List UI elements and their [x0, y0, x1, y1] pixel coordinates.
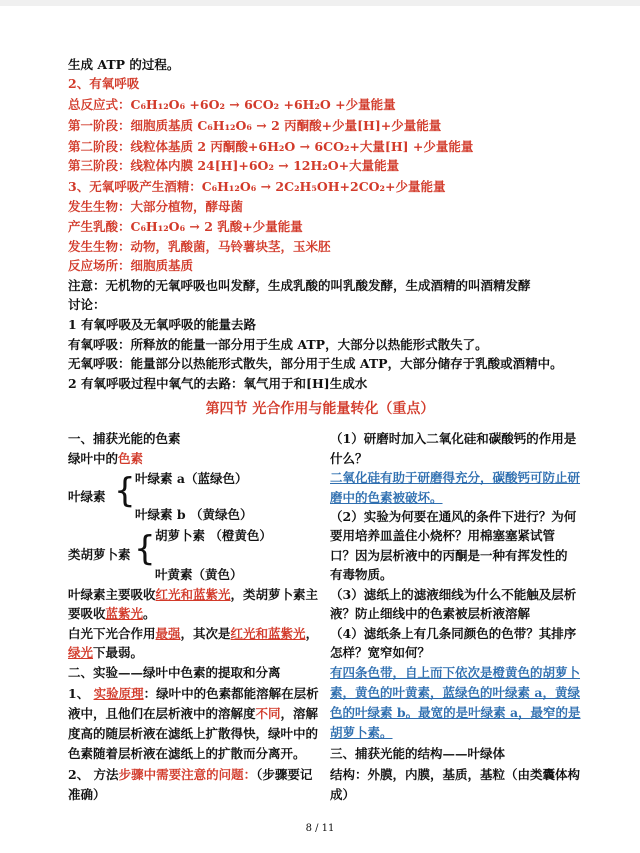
question-2b: 要用培养皿盖住小烧杯？用棉塞塞紧试管 — [330, 528, 556, 543]
carotene: 胡萝卜素 （橙黄色） — [155, 528, 272, 543]
question-3b: 液？防止细线中的色素被层析液溶解 — [330, 606, 531, 621]
heading-anaerobic-alcohol: 3、无氧呼吸产生酒精：C₆H₁₂O₆ → 2C₂H₅OH+2CO₂+少量能量 — [68, 179, 446, 194]
question-3a: （3）滤纸上的滤液细线为什么不能触及层析 — [330, 587, 577, 602]
method-line-1: 2、 方法步骤中需要注意的问题：（步骤要记 — [68, 767, 313, 782]
principle-line-1: 1、 实验原理：绿叶中的色素都能溶解在层析 — [68, 686, 319, 701]
right-heading-3: 三、捕获光能的结构——叶绿体 — [330, 746, 506, 761]
question-2a: （2）实验为何要在通风的条件下进行？为何 — [330, 509, 577, 524]
principle-line-2: 液中，且他们在层析液中的溶解度不同，溶解 — [68, 706, 319, 721]
principle-line-4: 色素随着层析液在滤纸上的扩散而分离开。 — [68, 746, 306, 761]
left-heading-1: 一、捕获光能的色素 — [68, 431, 181, 446]
xanthophyll: 叶黄素（黄色） — [155, 567, 243, 582]
chlorophyll-a: 叶绿素 a（蓝绿色） — [135, 471, 248, 486]
chlorophyll-label: 叶绿素 — [68, 489, 106, 504]
heading-aerobic: 2、有氧呼吸 — [68, 76, 140, 91]
organism-line-2: 发生生物：动物，乳酸菌，马铃薯块茎，玉米胚 — [68, 239, 331, 254]
light-line-1: 白光下光合作用最强，其次是红光和蓝紫光， — [68, 626, 319, 641]
discussion-1: 1 有氧呼吸及无氧呼吸的能量去路 — [68, 317, 257, 332]
answer-1a: 二氧化硅有助于研磨得充分，碳酸钙可防止研 — [330, 470, 581, 485]
absorb-line-1: 叶绿素主要吸收红光和蓝紫光，类胡萝卜素主 — [68, 587, 319, 602]
answer-4c: 色的叶绿素 b。最宽的是叶绿素 a，最窄的是 — [330, 705, 581, 720]
question-1b: 什么？ — [330, 451, 368, 466]
question-4b: 怎样？宽窄如何？ — [330, 645, 431, 660]
brace-icon: { — [114, 471, 136, 511]
text-line: 生成 ATP 的过程。 — [68, 57, 180, 72]
reaction-site: 反应场所：细胞质基质 — [68, 258, 194, 273]
pigment-line: 绿叶中的色素 — [68, 451, 144, 466]
discussion-label: 讨论： — [68, 297, 106, 312]
equation-overall: 总反应式：C₆H₁₂O₆ +6O₂ → 6CO₂ +6H₂O +少量能量 — [68, 97, 396, 112]
section-title: 第四节 光合作用与能量转化（重点） — [205, 401, 435, 417]
method-line-2: 准确） — [68, 787, 106, 802]
stage-3: 第三阶段：线粒体内膜 24[H]+6O₂ → 12H₂O+大量能量 — [68, 158, 400, 173]
carotenoid-label: 类胡萝卜素 — [68, 547, 131, 562]
lactic-equation: 产生乳酸：C₆H₁₂O₆ → 2 乳酸+少量能量 — [68, 219, 303, 234]
anaerobic-energy: 无氧呼吸：能量部分以热能形式散失，部分用于生成 ATP，大部分储存于乳酸或酒精中。 — [68, 356, 563, 371]
answer-4d: 胡萝卜素。 — [330, 725, 393, 740]
aerobic-energy: 有氧呼吸：所释放的能量一部分用于生成 ATP，大部分以热能形式散失了。 — [68, 337, 488, 352]
question-1a: （1）研磨时加入二氧化硅和碳酸钙的作用是 — [330, 431, 577, 446]
organism-line: 发生生物：大部分植物，酵母菌 — [68, 199, 244, 214]
brace-icon: { — [134, 529, 156, 569]
answer-4b: 素，黄色的叶黄素，蓝绿色的叶绿素 a，黄绿 — [330, 685, 580, 700]
page-number: 8 / 11 — [305, 823, 335, 834]
question-2c: 口？因为层析液中的丙酮是一种有挥发性的 — [330, 548, 568, 563]
discussion-2: 2 有氧呼吸过程中氧气的去路：氧气用于和[H]生成水 — [68, 376, 368, 391]
structure-line-1: 结构：外膜，内膜，基质，基粒（由类囊体构 — [330, 767, 581, 782]
absorb-line-2: 要吸收蓝紫光。 — [68, 606, 156, 621]
stage-2: 第二阶段：线粒体基质 2 丙酮酸+6H₂O → 6CO₂+大量[H] +少量能量 — [68, 139, 474, 154]
chlorophyll-b: 叶绿素 b （黄绿色） — [135, 507, 253, 522]
answer-4a: 有四条色带，自上而下依次是橙黄色的胡萝卜 — [330, 665, 581, 680]
answer-1b: 磨中的色素被破坏。 — [330, 490, 443, 505]
structure-line-2: 成） — [330, 787, 356, 802]
principle-line-3: 度高的随层析液在滤纸上扩散得快，绿叶中的 — [68, 726, 319, 741]
left-heading-2: 二、实验——绿叶中色素的提取和分离 — [68, 665, 281, 680]
note-line: 注意：无机物的无氧呼吸也叫发酵，生成乳酸的叫乳酸发酵，生成酒精的叫酒精发酵 — [68, 278, 531, 293]
question-4a: （4）滤纸条上有几条同颜色的色带？其排序 — [330, 626, 577, 641]
question-2d: 有毒物质。 — [330, 567, 393, 582]
top-bar — [0, 0, 640, 6]
light-line-2: 绿光下最弱。 — [68, 645, 144, 660]
stage-1: 第一阶段：细胞质基质 C₆H₁₂O₆ → 2 丙酮酸+少量[H]+少量能量 — [68, 118, 442, 133]
